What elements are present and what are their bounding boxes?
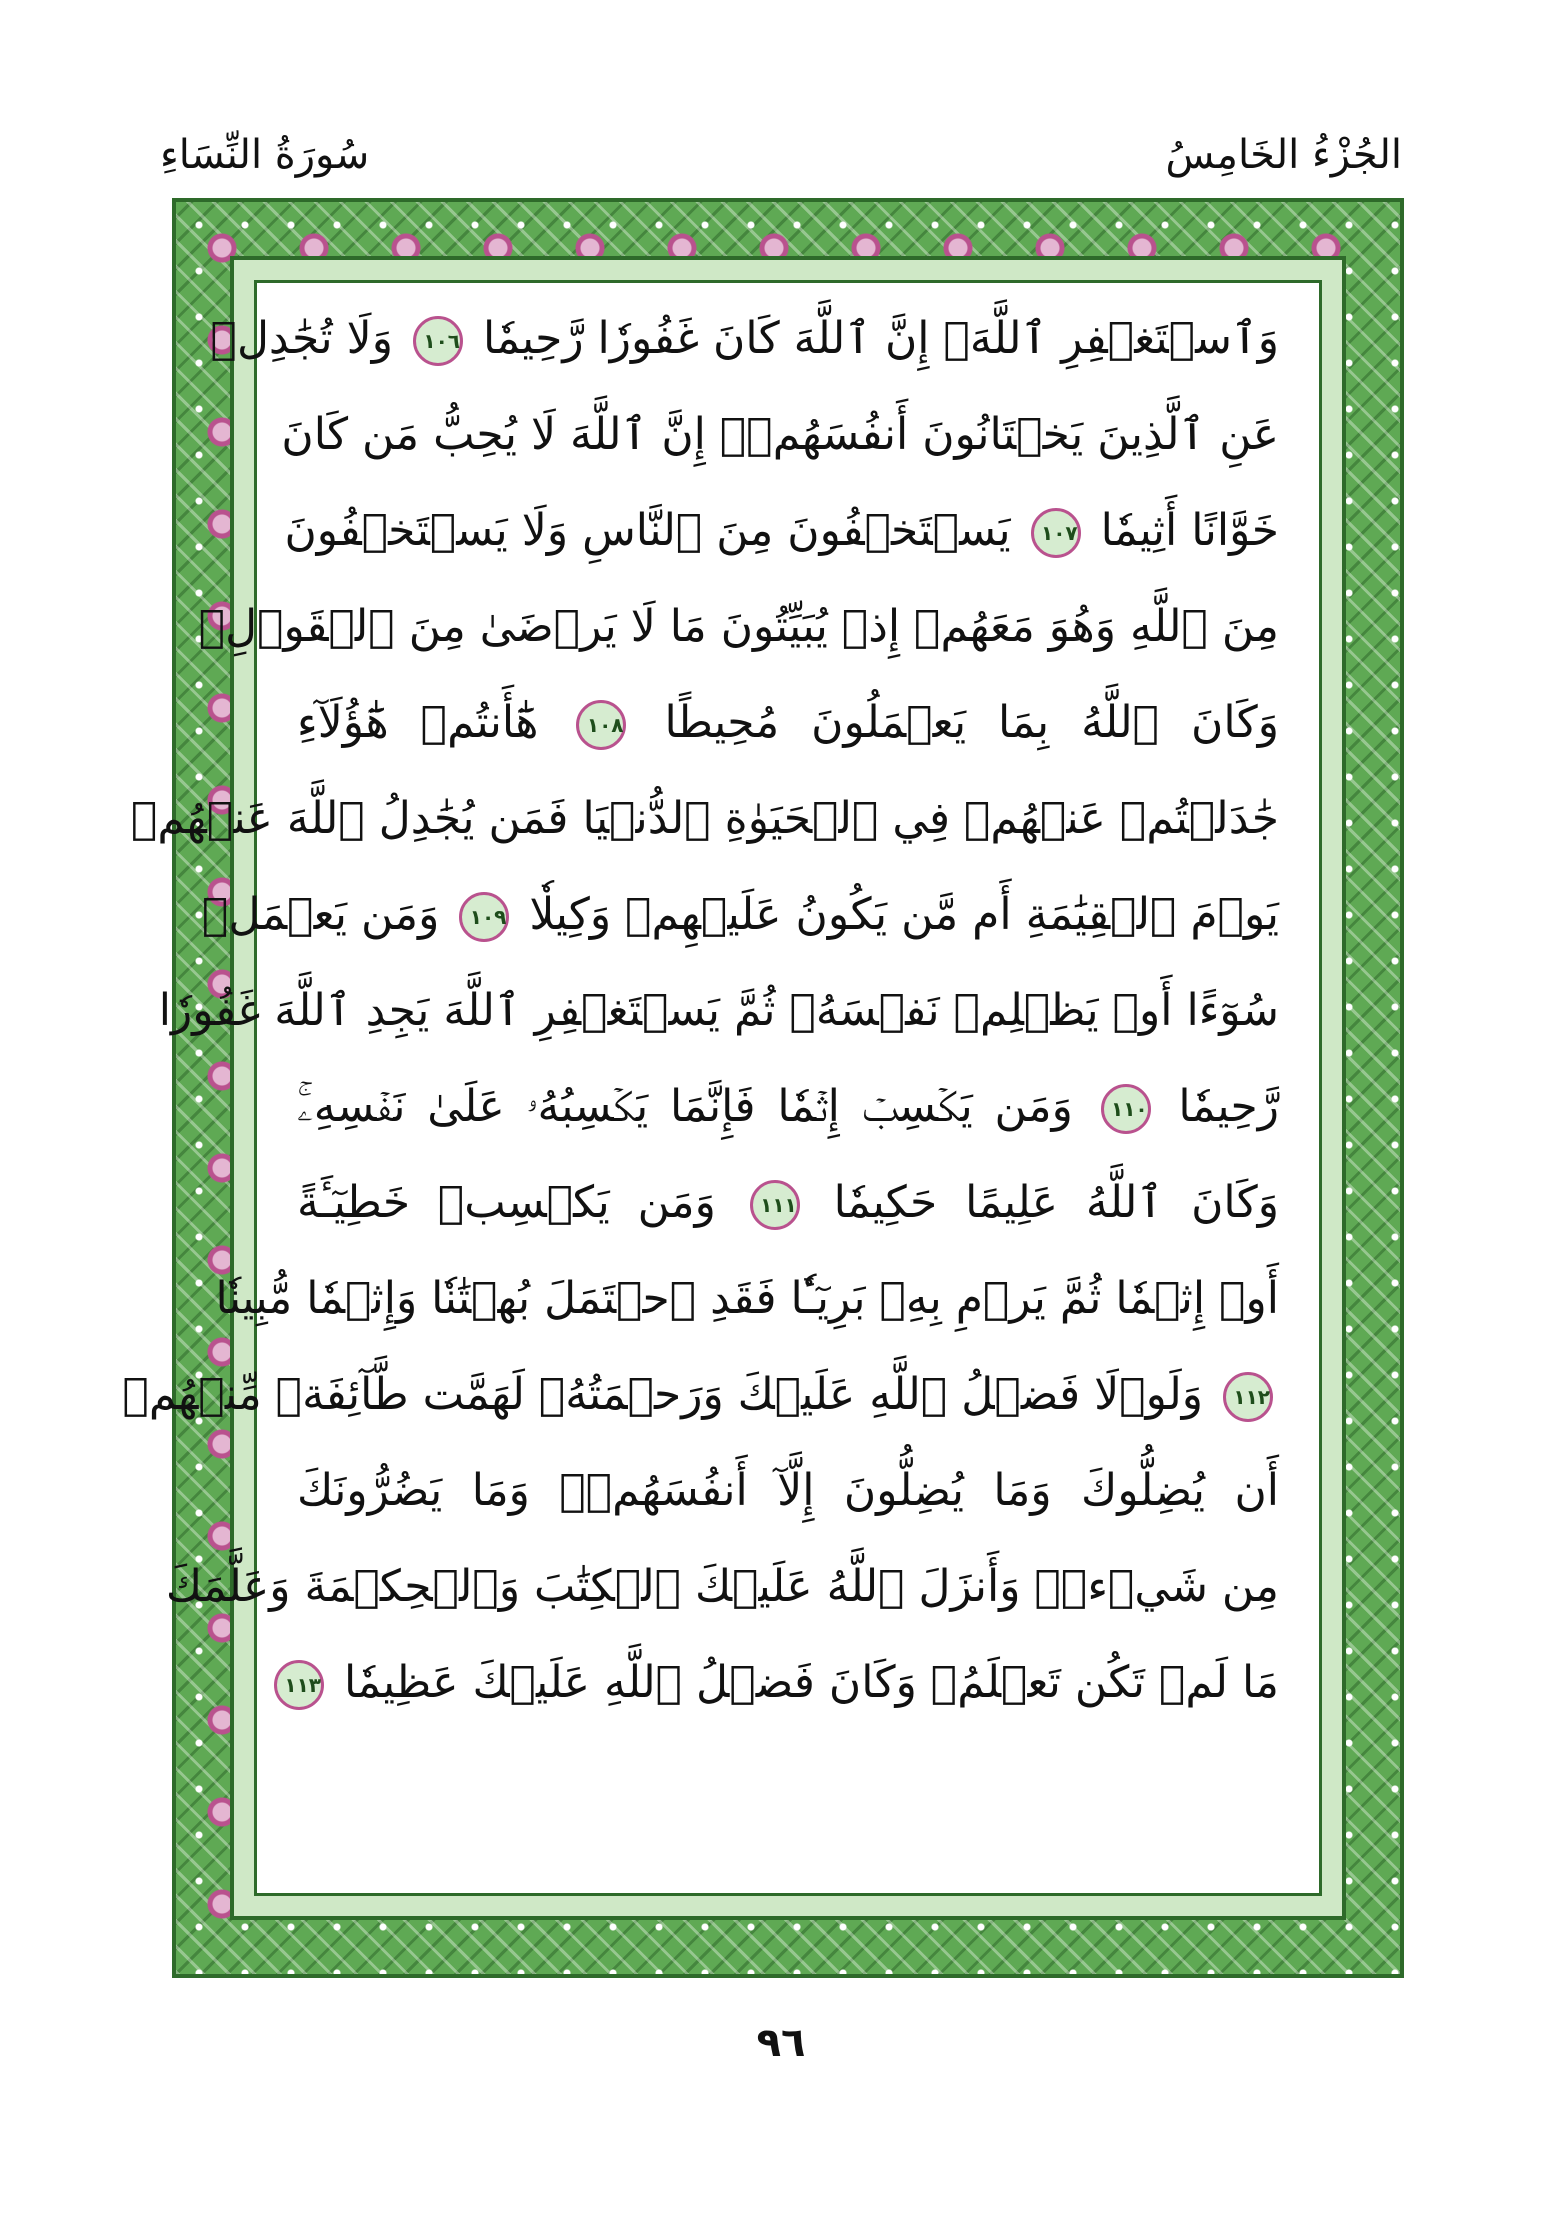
verse-line <box>284 1657 1279 1710</box>
verse-line <box>202 889 1279 942</box>
surah-title: سُورَةُ النِّسَاءِ <box>160 132 370 178</box>
verse-line <box>130 793 1279 844</box>
verse-line <box>198 601 1279 652</box>
verse-text: وَمَن يَكۡسِبۡ إِثۡمٗا فَإِنَّمَا يَكۡسِبُهُۥ عَلَىٰ نَفۡسِهِۦۚ <box>297 1081 1073 1132</box>
ayah-number-marker: ١٠٩ <box>459 892 509 942</box>
verse-line <box>297 1465 1279 1516</box>
verse-text: وَٱسۡتَغۡفِرِ ٱللَّهَۖ إِنَّ ٱللَّهَ كَانَ غَفُورٗا رَّحِيمٗا <box>483 313 1279 364</box>
verse-text: وَمَن يَكۡسِبۡ خَطِيٓـَٔةً <box>297 1177 716 1228</box>
verse-line <box>297 1081 1279 1134</box>
verse-text: يَوۡمَ ٱلۡقِيَٰمَةِ أَم مَّن يَكُونُ عَلَيۡهِمۡ وَكِيلٗا <box>529 889 1279 940</box>
verse-text: أَوۡ إِثۡمٗا ثُمَّ يَرۡمِ بِهِۦ بَرِيٓـٔٗا فَقَدِ ٱحۡتَمَلَ بُهۡتَٰنٗا وَإِثۡمٗا مُّبِينٗا <box>215 1273 1279 1324</box>
verse-panel <box>122 280 1322 1896</box>
verse-line <box>158 985 1279 1036</box>
verse-line <box>165 1561 1279 1612</box>
verse-text: عَنِ ٱلَّذِينَ يَخۡتَانُونَ أَنفُسَهُمۡۚ إِنَّ ٱللَّهَ لَا يُحِبُّ مَن كَانَ <box>281 409 1279 460</box>
page-header <box>160 118 1402 198</box>
ayah-number-marker: ١١٣ <box>274 1660 324 1710</box>
ayah-number-marker: ١٠٧ <box>1031 508 1081 558</box>
verse-text: رَّحِيمٗا <box>1178 1081 1279 1132</box>
verse-text: مَا لَمۡ تَكُن تَعۡلَمُۚ وَكَانَ فَضۡلُ ٱللَّهِ عَلَيۡكَ عَظِيمٗا <box>344 1657 1279 1708</box>
verse-text: خَوَّانًا أَثِيمٗا <box>1100 505 1279 556</box>
verse-text: مِنَ ٱللَّهِ وَهُوَ مَعَهُمۡ إِذۡ يُبَيِّتُونَ مَا لَا يَرۡضَىٰ مِنَ ٱلۡقَوۡلِۚ <box>198 601 1279 652</box>
ayah-number-marker: ١١١ <box>750 1180 800 1230</box>
verse-text: وَمَن يَعۡمَلۡ <box>202 889 440 940</box>
ornamental-border <box>122 198 1404 1978</box>
verse-text: هَٰٓأَنتُمۡ هَٰٓؤُلَآءِ <box>297 697 539 748</box>
page-number: ٩٦ <box>756 2020 806 2066</box>
verse-line <box>210 313 1279 366</box>
verse-text: مِن شَيۡءٖۚ وَأَنزَلَ ٱللَّهُ عَلَيۡكَ ٱلۡكِتَٰبَ وَٱلۡحِكۡمَةَ وَعَلَّمَكَ <box>165 1561 1279 1612</box>
verse-text: وَكَانَ ٱللَّهُ عَلِيمًا حَكِيمٗا <box>833 1177 1279 1228</box>
verse-text: يَسۡتَخۡفُونَ مِنَ ٱلنَّاسِ وَلَا يَسۡتَخۡفُونَ <box>284 505 1011 556</box>
verse-text: أَن يُضِلُّوكَ وَمَا يُضِلُّونَ إِلَّآ أَنفُسَهُمۡۖ وَمَا يَضُرُّونَكَ <box>297 1465 1279 1516</box>
verse-text: وَكَانَ ٱللَّهُ بِمَا يَعۡمَلُونَ مُحِيطًا <box>664 697 1279 748</box>
verse-text: سُوٓءًا أَوۡ يَظۡلِمۡ نَفۡسَهُۥ ثُمَّ يَسۡتَغۡفِرِ ٱللَّهَ يَجِدِ ٱللَّهَ غَفُورٗا <box>158 985 1279 1036</box>
verse-text: وَلَوۡلَا فَضۡلُ ٱللَّهِ عَلَيۡكَ وَرَحۡمَتُهُۥ لَهَمَّت طَّآئِفَةٞ مِّنۡهُمۡ <box>122 1369 1203 1420</box>
juz-title: الجُزْءُ الخَامِسُ <box>1165 132 1402 178</box>
verse-line <box>215 1273 1279 1324</box>
ayah-number-marker: ١٠٨ <box>576 700 626 750</box>
verse-line <box>297 1177 1279 1230</box>
verse-line <box>297 697 1279 750</box>
verse-text: جَٰدَلۡتُمۡ عَنۡهُمۡ فِي ٱلۡحَيَوٰةِ ٱلدُّنۡيَا فَمَن يُجَٰدِلُ ٱللَّهَ عَنۡهُمۡ <box>130 793 1279 844</box>
verse-line <box>284 505 1279 558</box>
verse-text: وَلَا تُجَٰدِلۡ <box>210 313 393 364</box>
verse-line <box>122 1369 1279 1422</box>
verse-line <box>281 409 1279 460</box>
ayah-number-marker: ١٠٦ <box>413 316 463 366</box>
ayah-number-marker: ١١٠ <box>1101 1084 1151 1134</box>
ayah-number-marker: ١١٢ <box>1223 1372 1273 1422</box>
